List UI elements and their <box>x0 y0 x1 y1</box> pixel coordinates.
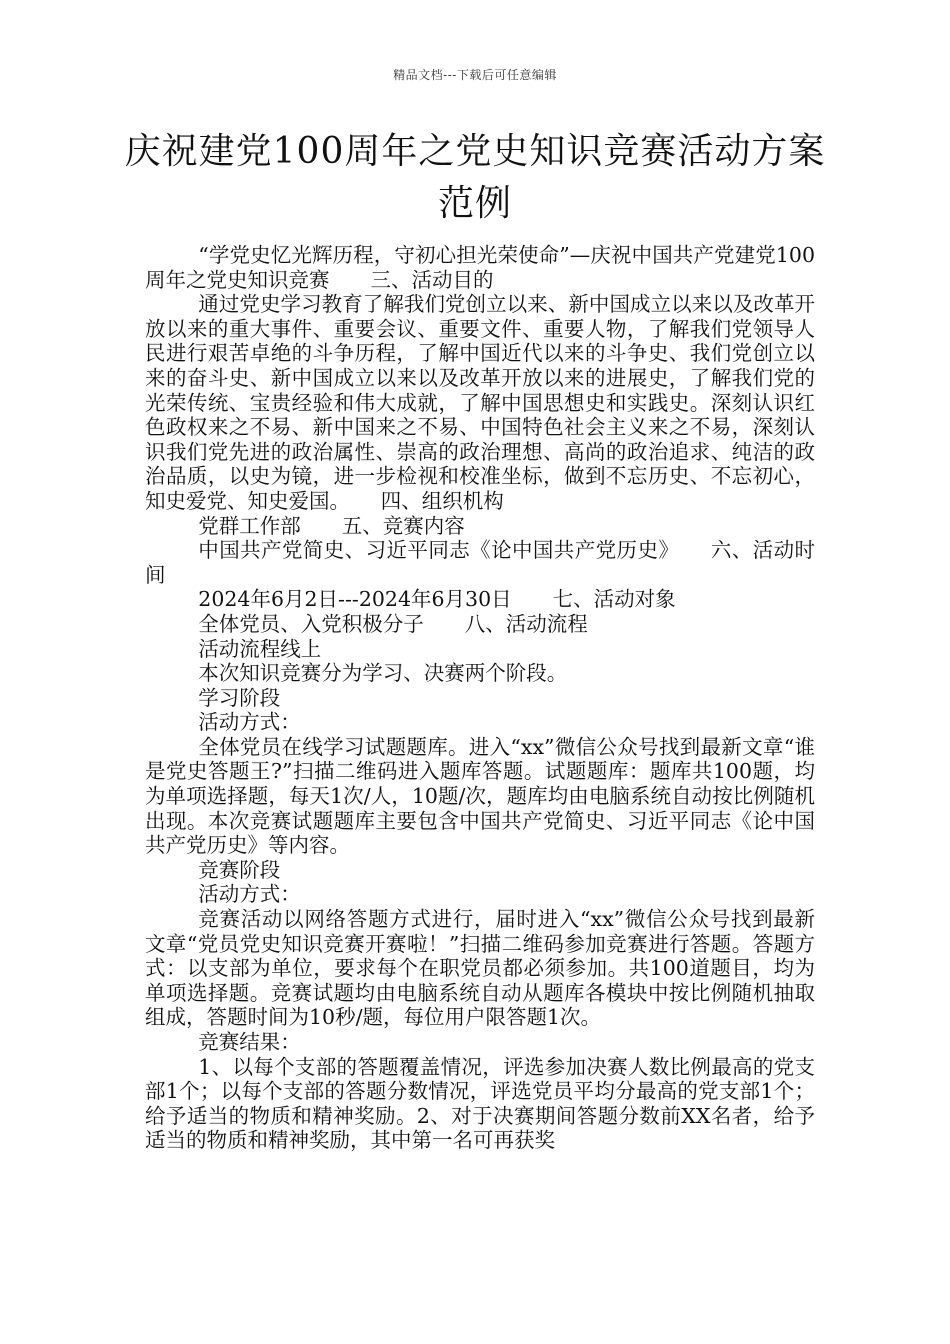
paragraph: 通过党史学习教育了解我们党创立以来、新中国成立以来以及改革开放以来的重大事件、重要会议、重要文件、重要人物，了解我们党领导人民进行艰苦卓绝的斗争历程，了解中国近代以来的斗争史、我们党创立以来的奋斗史、新中国成立以来以及改革开放以来的进展史，了解我们党的光荣传统、宝贵经验和伟大成就，了解中国思想史和实践史。深刻认识红色政权来之不易、新中国来之不易、中国特色社会主义来之不易，深刻认识我们党先进的政治属性、崇高的政治理想、高尚的政治追求、纯洁的政治品质，以史为镜，进一步检视和校准坐标，做到不忘历史、不忘初心，知史爱党、知史爱国。 四、组织机构 <box>145 292 815 513</box>
document-title: 庆祝建党100周年之党史知识竞赛活动方案范例 <box>124 131 826 224</box>
document-body <box>145 243 815 1153</box>
paragraph: 本次知识竞赛分为学习、决赛两个阶段。 <box>198 661 568 686</box>
paragraph: 党群工作部 五、竞赛内容 <box>198 513 465 538</box>
paragraph: 竞赛活动以网络答题方式进行，届时进入“xx”微信公众号找到最新文章“党员党史知识竞赛开赛啦！”扫描二维码参加竞赛进行答题。答题方式：以支部为单位，要求每个在职党员都必须参加。共100道题目，均为单项选择题。竞赛试题均由电脑系统自动从题库各模块中按比例随机抽取组成，答题时间为10秒/题，每位用户限答题1次。 <box>145 907 815 1030</box>
paragraph: 活动方式： <box>198 710 301 735</box>
paragraph: 学习阶段 <box>198 685 281 710</box>
paragraph: 竞赛结果： <box>198 1030 301 1054</box>
paragraph: 2024年6月2日---2024年6月30日 七、活动对象 <box>198 587 676 612</box>
paragraph: 活动流程线上 <box>198 636 322 661</box>
paragraph: 全体党员在线学习试题题库。进入“xx”微信公众号找到最新文章“谁是党史答题王?”扫描二维码进入题库答题。试题题库：题库共100题，均为单项选择题，每天1次/人，10题/次，题库均由电脑系统自动按比例随机出现。本次竞赛试题题库主要包含中国共产党简史、习近平同志《论中国共产党历史》等内容。 <box>145 734 815 858</box>
paragraph: 1、以每个支部的答题覆盖情况，评选参加决赛人数比例最高的党支部1个；以每个支部的答题分数情况，评选党员平均分最高的党支部1个；给予适当的物质和精神奖励。2、对于决赛期间答题分数前XX名者，给予适当的物质和精神奖励，其中第一名可再获奖 <box>145 1054 815 1153</box>
header-note: 精品文档---下载后可任意编辑 <box>393 68 557 82</box>
paragraph: 竞赛阶段 <box>198 857 281 882</box>
paragraph: 活动方式： <box>198 882 301 907</box>
paragraph: “学党史忆光辉历程，守初心担光荣使命”—庆祝中国共产党建党100周年之党史知识竞赛 三、活动目的 <box>145 243 815 292</box>
paragraph: 全体党员、入党积极分子 八、活动流程 <box>198 611 588 636</box>
paragraph: 中国共产党简史、习近平同志《论中国共产党历史》 六、活动时间 <box>145 538 815 587</box>
